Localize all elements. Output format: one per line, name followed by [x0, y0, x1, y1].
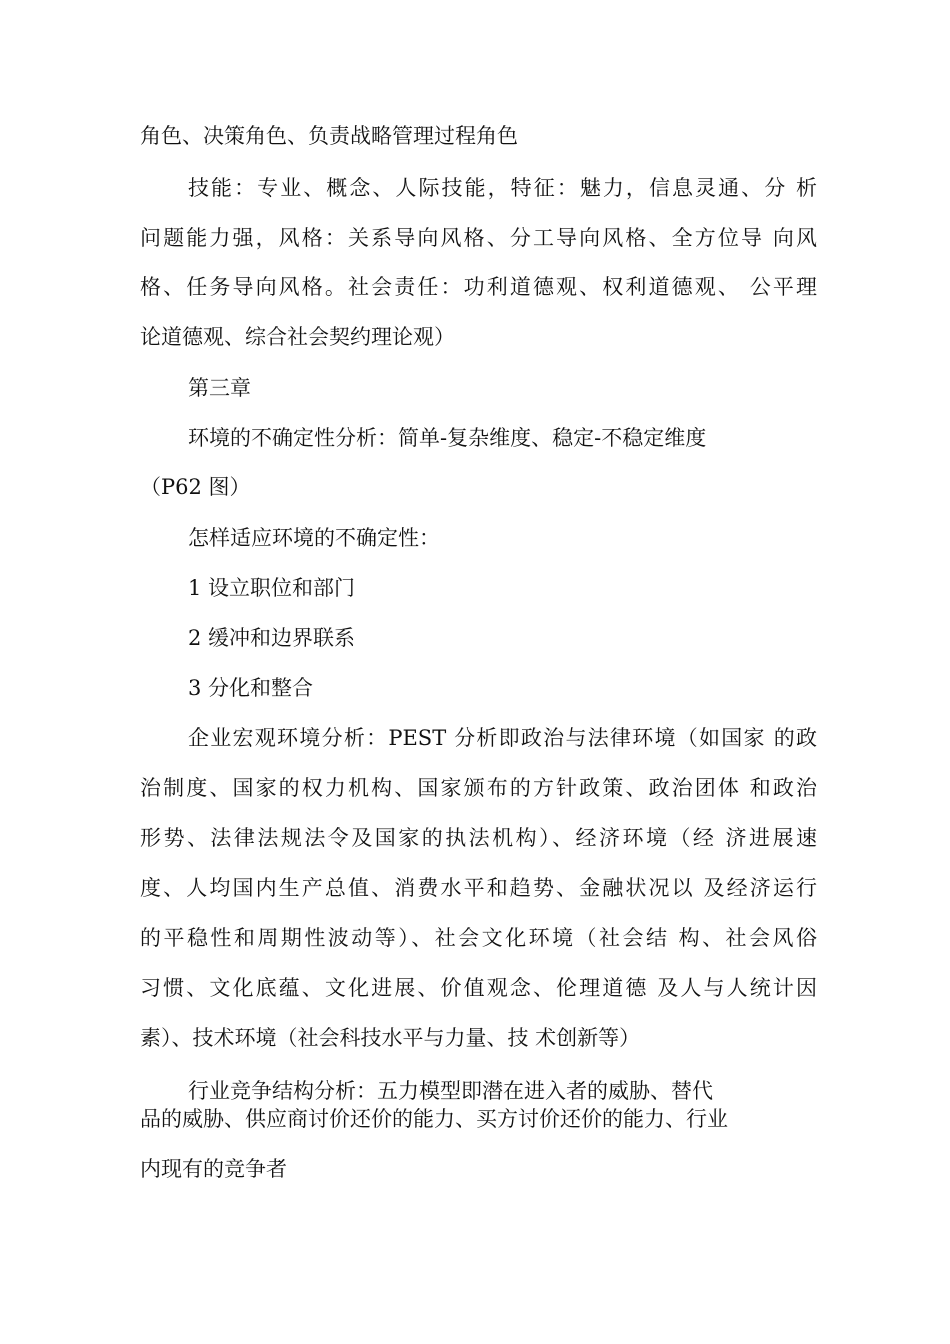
text-line: 素）、技术环境（社会科技水平与力量、技 术创新等） — [140, 1026, 641, 1050]
text-line: 品的威胁、供应商讨价还价的能力、买方讨价还价的能力、行业 — [140, 1107, 728, 1131]
list-item: 3 分化和整合 — [188, 676, 314, 700]
text-line: 环境的不确定性分析：简单-复杂维度、稳定-不稳定维度 — [188, 426, 707, 450]
text-line: 怎样适应环境的不确定性： — [188, 526, 440, 550]
chapter-heading: 第三章 — [188, 376, 251, 400]
text-line: 问题能力强，风格：关系导向风格、分工导向风格、全方位导 向风 — [140, 226, 817, 250]
text-line: 行业竞争结构分析：五力模型即潜在进入者的威胁、替代 — [188, 1079, 713, 1103]
text-line: 企业宏观环境分析：PEST 分析即政治与法律环境（如国家 的政 — [188, 726, 817, 750]
text-line: 技能：专业、概念、人际技能，特征：魅力，信息灵通、分 析 — [188, 176, 817, 200]
text-line: 习惯、文化底蕴、文化进展、价值观念、伦理道德 及人与人统计因 — [140, 976, 817, 1000]
text-line: 格、任务导向风格。社会责任：功利道德观、权利道德观、 公平理 — [140, 275, 817, 299]
list-item: 1 设立职位和部门 — [188, 576, 356, 600]
text-line: 度、人均国内生产总值、消费水平和趋势、金融状况以 及经济运行 — [140, 876, 817, 900]
text-line: 内现有的竞争者 — [140, 1157, 287, 1181]
text-line: 论道德观、综合社会契约理论观） — [140, 325, 455, 349]
text-line: （P62 图） — [140, 475, 251, 499]
list-item: 2 缓冲和边界联系 — [188, 626, 356, 650]
text-line: 形势、法律法规法令及国家的执法机构）、经济环境（经 济进展速 — [140, 826, 817, 850]
text-line: 治制度、国家的权力机构、国家颁布的方针政策、政治团体 和政治 — [140, 776, 817, 800]
text-line: 角色、决策角色、负责战略管理过程角色 — [140, 124, 518, 148]
text-line: 的平稳性和周期性波动等）、社会文化环境（社会结 构、社会风俗 — [140, 926, 817, 950]
